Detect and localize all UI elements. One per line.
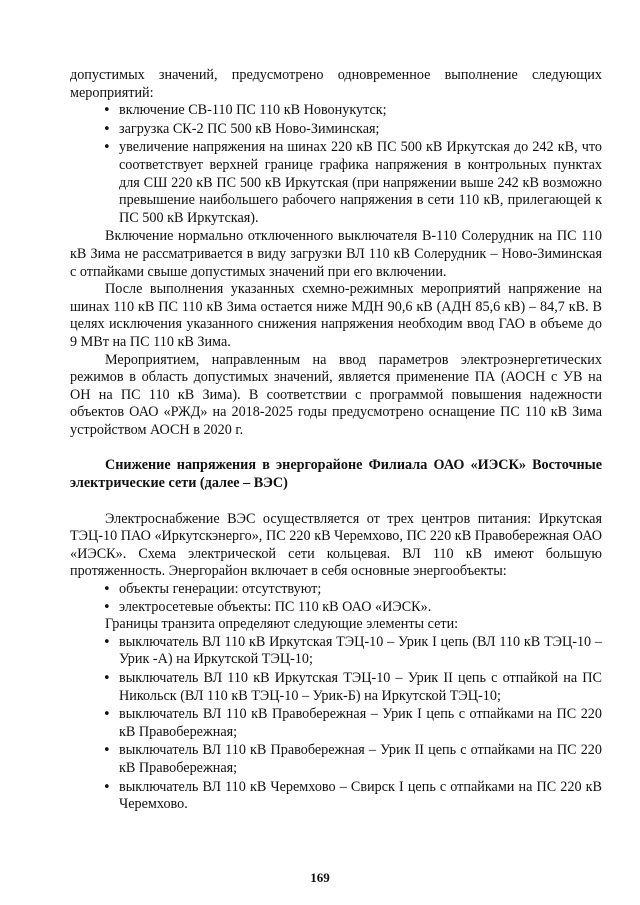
measures-list [70, 102, 602, 227]
paragraph-continuation: допустимых значений, предусмотрено одновременное выполнение следующих мероприятий: [70, 67, 602, 101]
list-item: • выключатель ВЛ 110 кВ Иркутская ТЭЦ-10 – Урик I цепь (ВЛ 110 кВ ТЭЦ-10 – Урик -А) на Иркутской ТЭЦ-10; [70, 634, 602, 669]
section-heading: Снижение напряжения в энергорайоне Филиала ОАО «ИЭСК» Восточные электрические сети (далее – ВЭС) [70, 457, 602, 492]
paragraph: Включение нормально отключенного выключателя В-110 Солерудник на ПС 110 кВ Зима не рассматривается в виду загрузки ВЛ 110 кВ Солерудник – Ново-Зиминская с отпайками свыше допустимых значений при его включении. [70, 228, 602, 280]
paragraph: Электроснабжение ВЭС осуществляется от трех центров питания: Иркутская ТЭЦ-10 ПАО «Иркутскэнерго», ПС 220 кВ Черемхово, ПС 220 кВ Правобережная ОАО «ИЭСК». Схема электрической сети кольцевая. ВЛ 110 кВ имеют большую протяженность. Энергорайон включает в себя основные энергообъекты: [70, 510, 602, 580]
spacer [70, 493, 602, 511]
list-item: • выключатель ВЛ 110 кВ Правобережная – Урик I цепь с отпайками на ПС 220 кВ Правобережная; [70, 706, 602, 741]
transit-boundaries-list [70, 634, 602, 814]
paragraph: Мероприятием, направленным на ввод параметров электроэнергетических режимов в область допустимых значений, является применение ПА (АОСН с УВ на ОН на ПС 110 кВ Зима). В соответствии с программой повышения надежности объектов ОАО «РЖД» на 2018-2025 годы предусмотрено оснащение ПС 110 кВ Зима устройством АОСН в 2020 г. [70, 351, 602, 438]
list-item: • электросетевые объекты: ПС 110 кВ ОАО «ИЭСК». [70, 599, 602, 617]
list-item: • включение СВ-110 ПС 110 кВ Новонукутск; [70, 102, 602, 120]
list-item: • выключатель ВЛ 110 кВ Правобережная – Урик II цепь с отпайками на ПС 220 кВ Правобережная; [70, 742, 602, 777]
paragraph: Границы транзита определяют следующие элементы сети: [105, 616, 459, 633]
page-number: 169 [310, 870, 330, 885]
list-item: • загрузка СК-2 ПС 500 кВ Ново-Зиминская; [70, 121, 602, 139]
list-item: • выключатель ВЛ 110 кВ Черемхово – Свирск I цепь с отпайками на ПС 220 кВ Черемхово. [70, 779, 602, 814]
list-item: • выключатель ВЛ 110 кВ Иркутская ТЭЦ-10 – Урик II цепь с отпайкой на ПС Никольск (ВЛ 110 кВ ТЭЦ-10 – Урик-Б) на Иркутской ТЭЦ-10; [70, 670, 602, 705]
page-content [70, 67, 602, 815]
paragraph: После выполнения указанных схемно-режимных мероприятий напряжение на шинах 110 кВ ПС 110 кВ Зима остается ниже МДН 90,6 кВ (АДН 85,6 кВ) – 84,7 кВ. В целях исключения указанного снижения напряжения необходим ввод ГАО в объеме до 9 МВт на ПС 110 кВ Зима. [70, 281, 602, 350]
list-item: • объекты генерации: отсутствуют; [70, 581, 602, 599]
list-item: • увеличение напряжения на шинах 220 кВ ПС 500 кВ Иркутская до 242 кВ, что соответствует верхней границе графика напряжения в контрольных пунктах для СШ 220 кВ ПС 500 кВ Иркутская (при напряжении выше 242 кВ возможно превышение наибольшего рабочего напряжения в сети 110 кВ, прилегающей к ПС 500 кВ Иркутская). [70, 139, 602, 227]
energy-objects-list [70, 581, 602, 616]
